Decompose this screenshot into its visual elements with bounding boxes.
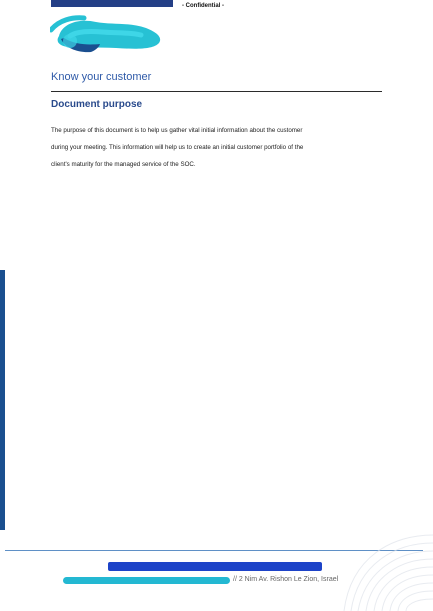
company-logo	[50, 10, 170, 55]
document-title: Know your customer	[51, 71, 152, 83]
redacted-footer-contact	[63, 577, 230, 584]
title-divider	[51, 91, 382, 92]
left-accent-bar	[0, 270, 5, 530]
body-line: during your meeting. This information will help us to create an initial customer portfolio of the	[51, 144, 304, 151]
footer-address: // 2 Nim Av. Rishon Le Zion, Israel	[233, 576, 339, 583]
body-line: client's maturity for the managed service of the SOC.	[51, 161, 196, 168]
section-heading: Document purpose	[51, 99, 143, 110]
body-paragraph	[51, 122, 386, 173]
redacted-footer-line	[108, 562, 322, 571]
confidential-label: - Confidential -	[182, 3, 224, 9]
header-color-bar	[51, 0, 173, 7]
body-line: The purpose of this document is to help us gather vital initial information about the customer	[51, 127, 303, 134]
